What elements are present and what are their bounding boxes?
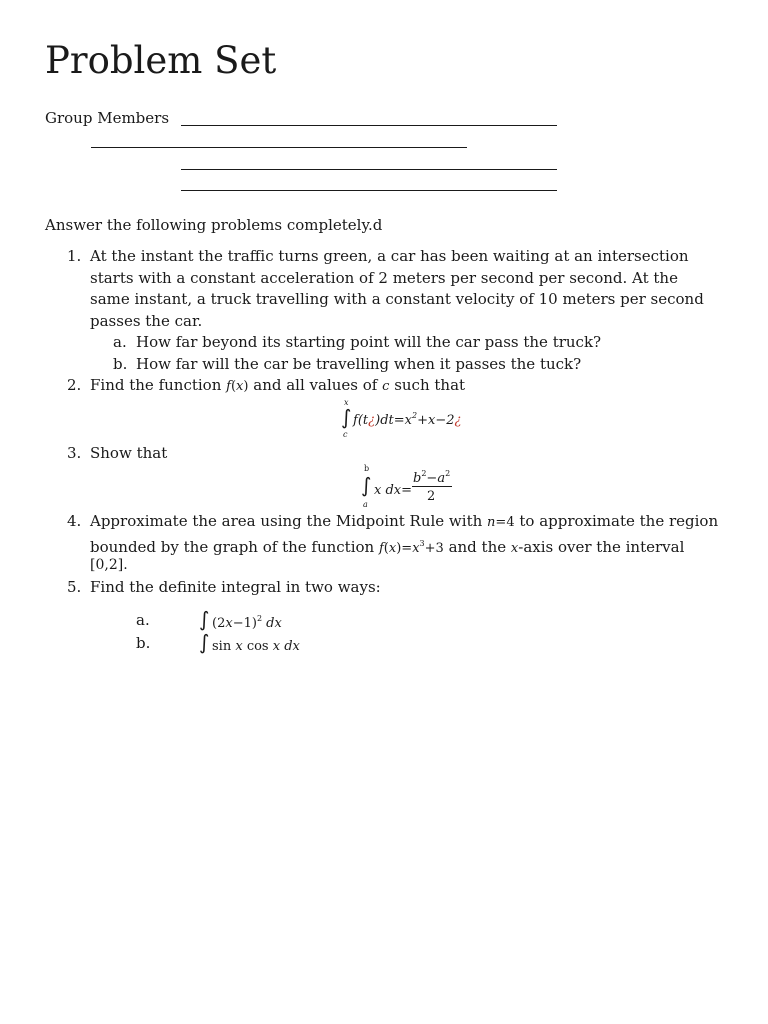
problem-3-integrand: x dx=	[374, 483, 413, 498]
problem-5a-exp: 2	[256, 614, 263, 623]
problem-1-line-4: passes the car.	[90, 311, 203, 330]
problem-4-line-1: Approximate the area using the Midpoint Rule with n=4 to approximate the region	[90, 512, 719, 530]
problem-2-text-after: such that	[394, 376, 466, 394]
problem-4-line-2-c: -axis over the interval	[518, 538, 685, 556]
problem-3-lower-limit: a	[363, 500, 368, 509]
problem-4-line-2-b: and the	[448, 538, 507, 556]
problem-5a-tail: dx	[266, 616, 282, 631]
problem-1a-label: a.	[113, 333, 127, 351]
problem-2-upper-limit: x	[344, 398, 349, 407]
problem-4-line-2-a: bounded by the graph of the function	[90, 538, 375, 556]
problem-3-number: 3.	[67, 444, 82, 462]
problem-2-const: c	[382, 379, 390, 394]
problem-2-number: 2.	[67, 376, 82, 394]
problem-4-line-1-a: Approximate the area using the Midpoint Rule with	[90, 512, 483, 530]
member-line-1[interactable]	[181, 125, 557, 126]
problem-1-line-3: same instant, a truck travelling with a constant velocity of 10 meters per second	[90, 290, 704, 308]
problem-5b-integrand: sin x cos x dx	[212, 639, 300, 654]
member-line-4[interactable]	[181, 190, 557, 191]
problem-4-func-rest: +3	[424, 541, 444, 556]
problem-4-n: n	[487, 515, 496, 530]
problem-4-interval: [0,2].	[90, 557, 128, 573]
fraction-bar	[412, 486, 452, 487]
problem-1b-text: How far will the car be travelling when it passes the tuck?	[136, 354, 582, 373]
problem-2-error-glyph-1: ¿	[368, 413, 376, 428]
integral-sign-icon: ∫	[341, 405, 352, 429]
problem-4-line-1-b: to approximate the region	[519, 512, 719, 530]
problem-4-axis-var: x	[510, 541, 519, 556]
problem-2-integrand: $f(t¿)dt=x^2+x-2¿$	[353, 411, 462, 428]
page-title: Problem Set	[45, 39, 277, 82]
problem-2-equation	[338, 398, 478, 442]
problem-2-lower-limit: c	[343, 430, 348, 439]
integral-sign-icon: ∫	[199, 630, 210, 654]
problem-2-text-before: Find the function	[90, 376, 222, 394]
problem-3-denominator: 2	[427, 489, 436, 504]
problem-2-error-glyph-2: ¿	[454, 413, 462, 428]
problem-2-func: f	[226, 379, 231, 394]
problem-1-line-2: starts with a constant acceleration of 2 meters per second per second. At the	[90, 268, 678, 287]
problem-2-var: x	[236, 379, 244, 394]
problem-4-func-exp: 3	[419, 539, 425, 548]
problem-3-equation	[360, 464, 480, 512]
problem-2-exp: 2	[411, 411, 418, 420]
problem-3-text: Show that	[90, 444, 168, 462]
problem-5a-label: a.	[136, 611, 150, 629]
problem-5a-integrand: $(2x-1)^2$ dx	[212, 614, 282, 631]
problem-4-func-arg: x	[388, 541, 397, 556]
problem-4-number: 4.	[67, 512, 82, 530]
problem-5-number: 5.	[67, 578, 82, 596]
instructions: Answer the following problems completely.d	[45, 216, 383, 234]
problem-1b-label: b.	[113, 354, 128, 373]
group-members-label: Group Members	[45, 109, 170, 127]
problem-5b-label: b.	[136, 634, 151, 652]
problem-3-numerator: $b^2-a^2$	[413, 469, 451, 486]
problem-1a-text: How far beyond its starting point will the car pass the truck?	[136, 333, 602, 351]
integral-sign-icon: ∫	[361, 473, 372, 497]
problem-4-func: f	[378, 541, 384, 556]
integral-sign-icon: ∫	[199, 607, 210, 631]
problem-2-text: Find the function f(x) and all values of c such that	[90, 376, 466, 394]
problem-3-upper-limit: b	[364, 464, 370, 473]
problem-4-line-2: bounded by the graph of the function $f(x)=x^3+3$ and the x-axis over the interval	[90, 538, 685, 556]
member-line-2[interactable]	[91, 147, 467, 148]
problem-1-line-1: At the instant the traffic turns green, a car has been waiting at an intersection	[90, 247, 689, 265]
problem-2-text-middle: and all values of	[253, 376, 378, 394]
problem-5-text: Find the definite integral in two ways:	[90, 578, 381, 596]
member-line-3[interactable]	[181, 169, 557, 170]
problem-1-number: 1.	[67, 247, 82, 265]
